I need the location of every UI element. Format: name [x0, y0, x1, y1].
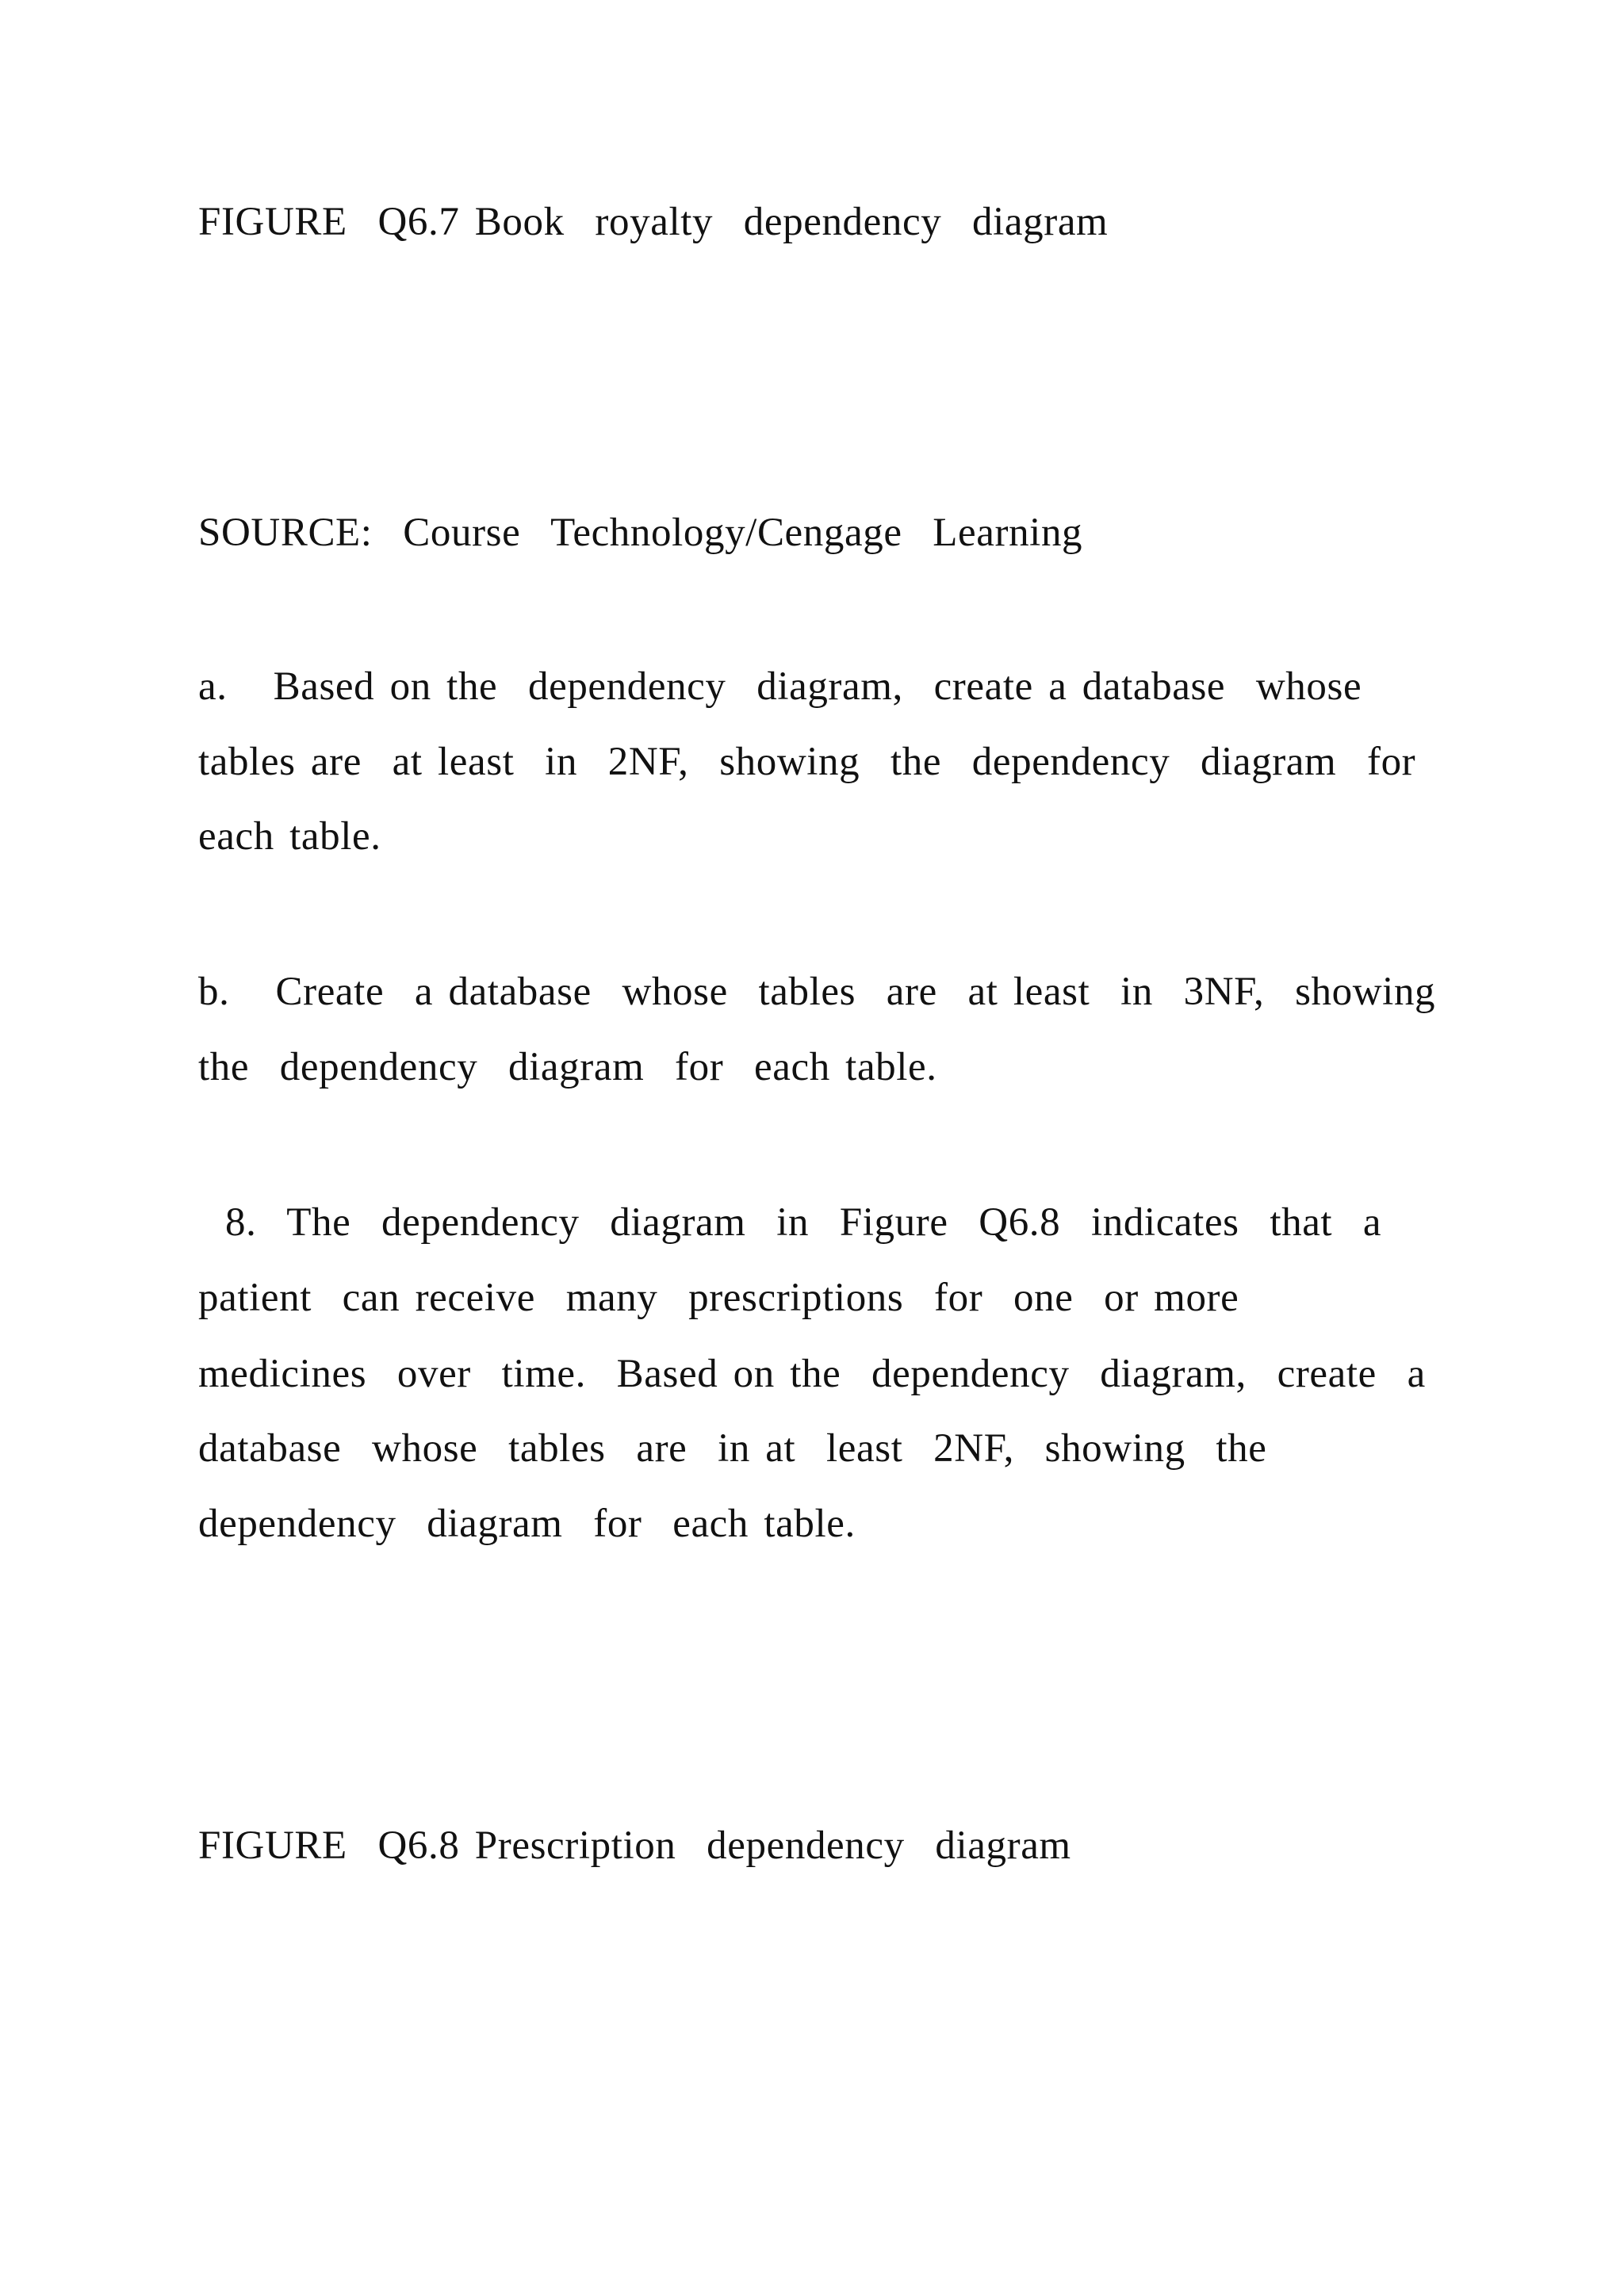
question-8-line-4: database whose tables are in at least 2NF, showing the — [198, 1426, 1267, 1471]
question-8-line-2: patient can receive many prescriptions for one or more — [198, 1276, 1239, 1320]
question-a-line-3: each table. — [198, 814, 381, 859]
source-line: SOURCE: Course Technology/Cengage Learning — [198, 511, 1083, 555]
question-b-line-1: b. Create a database whose tables are at least in 3NF, showing — [198, 970, 1436, 1014]
question-8-line-1: 8. The dependency diagram in Figure Q6.8 indicates that a — [225, 1200, 1382, 1245]
question-8-line-5: dependency diagram for each table. — [198, 1502, 856, 1546]
question-8-line-3: medicines over time. Based on the dependency diagram, create a — [198, 1352, 1426, 1396]
question-a-line-1: a. Based on the dependency diagram, create a database whose — [198, 664, 1362, 709]
figure-q6-8-caption: FIGURE Q6.8 Prescription dependency diagram — [198, 1823, 1071, 1868]
question-b-line-2: the dependency diagram for each table. — [198, 1045, 937, 1089]
figure-q6-7-caption: FIGURE Q6.7 Book royalty dependency diagram — [198, 200, 1109, 244]
question-a-line-2: tables are at least in 2NF, showing the dependency diagram for — [198, 740, 1416, 784]
